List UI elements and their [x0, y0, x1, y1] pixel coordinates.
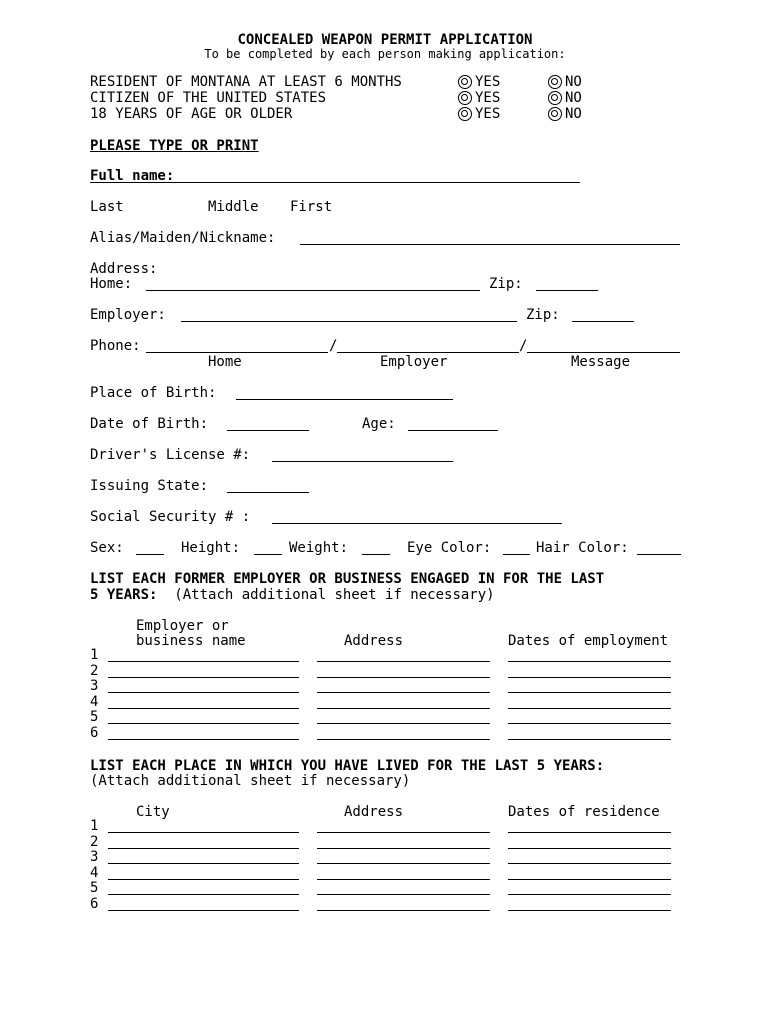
- employers-col-name-line2: business name: [136, 633, 246, 649]
- employers-col-dates: Dates of employment: [508, 633, 669, 649]
- place-of-birth-label: Place of Birth:: [90, 385, 217, 401]
- residence-row-address-field[interactable]: [317, 878, 490, 880]
- residence-col-dates: Dates of residence: [508, 804, 660, 820]
- employer-label: Employer:: [90, 307, 166, 323]
- home-zip-label: Zip:: [489, 276, 523, 292]
- employer-row-dates-field[interactable]: [508, 722, 671, 724]
- residency-no-radio[interactable]: [548, 75, 562, 89]
- employer-row-name-field[interactable]: [108, 722, 299, 724]
- employers-attach-note: (Attach additional sheet if necessary): [174, 587, 495, 603]
- residence-row-number: 4: [90, 864, 99, 881]
- residence-row-address-field[interactable]: [317, 862, 490, 864]
- phone-message-field[interactable]: [527, 351, 680, 353]
- employers-col-address: Address: [344, 633, 404, 649]
- issuing-state-field[interactable]: [227, 491, 309, 493]
- age-label: Age:: [362, 416, 396, 432]
- employer-row-number: 6: [90, 724, 99, 741]
- employer-row-address-field[interactable]: [317, 722, 490, 724]
- residence-row-address-field[interactable]: [317, 847, 490, 849]
- employers-col-name-line1: Employer or: [136, 618, 229, 634]
- residency-no-label: NO: [565, 74, 582, 90]
- employers-heading: LIST EACH FORMER EMPLOYER OR BUSINESS ENGAGED IN FOR THE LAST: [90, 571, 605, 587]
- fullname-middle-caption: Middle: [208, 199, 259, 215]
- fullname-first-caption: First: [290, 199, 333, 215]
- home-address-field[interactable]: [146, 289, 480, 291]
- fullname-last-caption: Last: [90, 199, 124, 215]
- citizen-no-radio[interactable]: [548, 91, 562, 105]
- alias-label: Alias/Maiden/Nickname:: [90, 230, 276, 246]
- residence-row-dates-field[interactable]: [508, 831, 671, 833]
- employer-row-name-field[interactable]: [108, 676, 299, 678]
- employer-row-name-field[interactable]: [108, 691, 299, 693]
- employer-row-address-field[interactable]: [317, 691, 490, 693]
- employer-row-dates-field[interactable]: [508, 691, 671, 693]
- sex-label: Sex:: [90, 540, 124, 556]
- employer-row-number: 3: [90, 678, 99, 694]
- eye-color-label: Eye Color:: [407, 540, 492, 556]
- weight-label: Weight:: [289, 540, 349, 556]
- alias-field[interactable]: [300, 243, 680, 245]
- residence-row-number: 6: [90, 895, 99, 912]
- residence-row-number: 5: [90, 880, 99, 896]
- ssn-field[interactable]: [272, 522, 562, 524]
- employer-row-number: 4: [90, 693, 99, 710]
- residence-row-name-field[interactable]: [108, 893, 299, 895]
- age-field[interactable]: [408, 429, 498, 431]
- type-or-print-instruction: PLEASE TYPE OR PRINT: [90, 138, 259, 154]
- dob-label: Date of Birth:: [90, 416, 209, 432]
- employer-zip-field[interactable]: [572, 320, 634, 322]
- phone-home-field[interactable]: [146, 351, 328, 353]
- height-label: Height:: [181, 540, 241, 556]
- residence-col-city: City: [136, 804, 170, 820]
- employer-row-number: 1: [90, 647, 99, 663]
- phone-separator-2: /: [519, 338, 528, 354]
- residence-row-dates-field[interactable]: [508, 878, 671, 880]
- phone-employer-field[interactable]: [337, 351, 519, 353]
- question-residency: RESIDENT OF MONTANA AT LEAST 6 MONTHS: [90, 74, 402, 90]
- employer-row-address-field[interactable]: [317, 660, 490, 662]
- employer-row-name-field[interactable]: [108, 660, 299, 662]
- age-yes-label: YES: [475, 106, 501, 122]
- residence-row-dates-field[interactable]: [508, 893, 671, 895]
- issuing-state-label: Issuing State:: [90, 478, 209, 494]
- form-title: CONCEALED WEAPON PERMIT APPLICATION: [237, 32, 533, 48]
- question-citizen: CITIZEN OF THE UNITED STATES: [90, 90, 327, 106]
- citizen-no-label: NO: [565, 90, 582, 106]
- employer-field[interactable]: [181, 320, 517, 322]
- residence-attach-note: (Attach additional sheet if necessary): [90, 773, 411, 789]
- dob-field[interactable]: [227, 429, 309, 431]
- employer-row-name-field[interactable]: [108, 738, 299, 740]
- weight-field[interactable]: [362, 553, 390, 555]
- hair-color-label: Hair Color:: [536, 540, 629, 556]
- age-no-label: NO: [565, 106, 582, 122]
- license-label: Driver's License #:: [90, 447, 251, 463]
- employer-row-number: 2: [90, 662, 99, 679]
- residence-row-dates-field[interactable]: [508, 862, 671, 864]
- employer-row-number: 5: [90, 709, 99, 725]
- height-field[interactable]: [254, 553, 282, 555]
- employer-row-address-field[interactable]: [317, 707, 490, 709]
- residence-row-dates-field[interactable]: [508, 909, 671, 911]
- residence-row-address-field[interactable]: [317, 831, 490, 833]
- residence-row-number: 1: [90, 818, 99, 834]
- eye-color-field[interactable]: [503, 553, 530, 555]
- form-subtitle: To be completed by each person making application:: [204, 47, 566, 61]
- residency-yes-radio[interactable]: [458, 75, 472, 89]
- residence-row-name-field[interactable]: [108, 909, 299, 911]
- fullname-label: Full name:: [90, 168, 175, 184]
- phone-label: Phone:: [90, 338, 141, 354]
- employers-heading-years: 5 YEARS:: [90, 587, 158, 603]
- phone-separator-1: /: [329, 338, 338, 354]
- residence-row-name-field[interactable]: [108, 831, 299, 833]
- residence-row-number: 2: [90, 833, 99, 850]
- residency-yes-label: YES: [475, 74, 501, 90]
- citizen-yes-radio[interactable]: [458, 91, 472, 105]
- residence-row-name-field[interactable]: [108, 878, 299, 880]
- residence-row-number: 3: [90, 849, 99, 865]
- residence-row-address-field[interactable]: [317, 893, 490, 895]
- employer-row-dates-field[interactable]: [508, 707, 671, 709]
- ssn-label: Social Security # :: [90, 509, 251, 525]
- residence-row-name-field[interactable]: [108, 862, 299, 864]
- employer-row-name-field[interactable]: [108, 707, 299, 709]
- age-no-radio[interactable]: [548, 107, 562, 121]
- address-label: Address:: [90, 261, 158, 277]
- license-field[interactable]: [272, 460, 453, 462]
- employer-zip-label: Zip:: [526, 307, 560, 323]
- residence-col-address: Address: [344, 804, 404, 820]
- age-yes-radio[interactable]: [458, 107, 472, 121]
- home-zip-field[interactable]: [536, 289, 598, 291]
- place-of-birth-field[interactable]: [236, 398, 453, 400]
- employer-row-dates-field[interactable]: [508, 660, 671, 662]
- residence-row-name-field[interactable]: [108, 847, 299, 849]
- employers-heading-line2: [90, 587, 495, 603]
- employer-row-address-field[interactable]: [317, 676, 490, 678]
- employer-row-address-field[interactable]: [317, 738, 490, 740]
- question-age: 18 YEARS OF AGE OR OLDER: [90, 106, 293, 122]
- sex-field[interactable]: [136, 553, 164, 555]
- residence-row-address-field[interactable]: [317, 909, 490, 911]
- citizen-yes-label: YES: [475, 90, 501, 106]
- home-address-label: Home:: [90, 276, 133, 292]
- phone-message-caption: Message: [571, 354, 631, 370]
- hair-color-field[interactable]: [637, 553, 681, 555]
- phone-employer-caption: Employer: [380, 354, 448, 370]
- phone-home-caption: Home: [208, 354, 242, 370]
- fullname-field[interactable]: [90, 181, 580, 183]
- employer-row-dates-field[interactable]: [508, 676, 671, 678]
- residence-row-dates-field[interactable]: [508, 847, 671, 849]
- residence-heading: LIST EACH PLACE IN WHICH YOU HAVE LIVED FOR THE LAST 5 YEARS:: [90, 758, 605, 774]
- employer-row-dates-field[interactable]: [508, 738, 671, 740]
